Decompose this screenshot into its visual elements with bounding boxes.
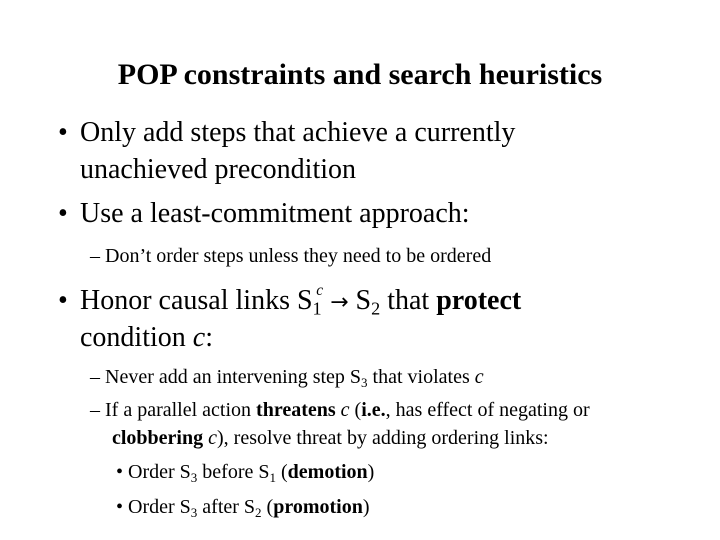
bullet-3-sub-2-line-2: clobbering c), resolve threat by adding ordering links: [112, 427, 549, 449]
bullet-1-line-2: unachieved precondition [80, 154, 357, 185]
promotion-item [116, 495, 370, 519]
bullet-2-text: Use a least-commitment approach: [80, 198, 470, 229]
bullet-1-line-1: Only add steps that achieve a currently [80, 117, 516, 148]
bullet-2-sub [90, 244, 491, 268]
dash-icon: – [90, 245, 100, 267]
bullet-icon: • [116, 496, 124, 518]
bullet-3-line-2: condition c: [80, 322, 213, 353]
promotion-text: Order $S_3$ after $S_2$ (promotion) [128, 496, 370, 520]
bullet-3-sub-1 [90, 365, 484, 389]
bullet-icon: • [58, 198, 68, 229]
bullet-3-sub-2-line-1: If a parallel action threatens c (i.e., has effect of negating or [105, 399, 590, 421]
dash-icon: – [90, 399, 100, 421]
dash-icon: – [90, 366, 100, 388]
bullet-icon: • [58, 285, 68, 316]
slide-title: POP constraints and search heuristics [117, 58, 603, 91]
bullet-icon: • [58, 117, 68, 148]
right-arrow-icon: → [330, 290, 349, 315]
demotion-item [116, 460, 374, 484]
demotion-text: Order $S_3$ before $S_1$ (demotion) [128, 461, 375, 485]
bullet-3-sub-2 [90, 398, 590, 422]
bullet-3-sub-2-cont [112, 426, 549, 450]
bullet-3-sub-1-text: Never add an intervening step $S_3$ that violates c [105, 366, 484, 390]
bullet-3-line-1: Honor causal links $S_1^c \to S_2$ that protect [80, 282, 522, 319]
bullet-icon: • [116, 461, 124, 483]
bullet-2-sub-text: Don’t order steps unless they need to be ordered [105, 245, 492, 267]
